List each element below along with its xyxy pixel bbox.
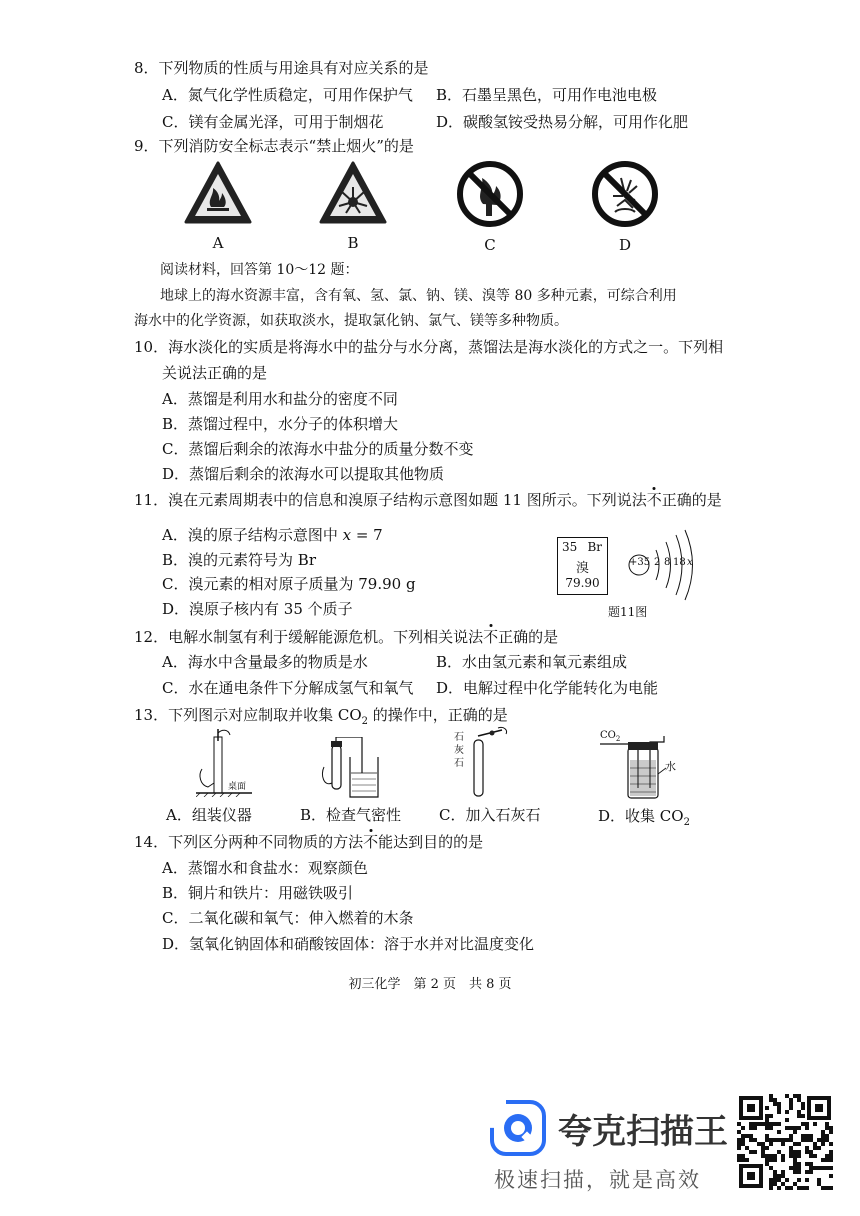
no-open-flame-icon	[456, 160, 524, 232]
q14-option-b: B．铜片和铁片：用磁铁吸引	[162, 884, 354, 902]
q10-option-b: B．蒸馏过程中，水分子的体积增大	[162, 415, 399, 433]
emphasis-mark: 不	[646, 491, 662, 509]
q13-option-b: B．检查气密性	[300, 806, 402, 824]
q12-option-a: A．海水中含量最多的物质是水	[162, 653, 368, 671]
brand-name: 夸克扫描王	[558, 1112, 728, 1152]
fig-d-gas-label: $CO_2$	[600, 730, 621, 743]
q13-option-c: C．加入石灰石	[439, 806, 541, 824]
q14-option-a: A．蒸馏水和食盐水：观察颜色	[162, 859, 368, 877]
question-8-stem: 8．下列物质的性质与用途具有对应关系的是	[134, 59, 429, 77]
q8-option-b: B．石墨呈黑色，可用作电池电极	[436, 86, 658, 104]
fig-c-label-2: 灰	[454, 745, 464, 756]
question-14-stem: 14．下列区分两种不同物质的方法不能达到目的的是	[134, 833, 484, 851]
q13-option-a: A．组装仪器	[166, 806, 252, 824]
sign-label-c: C	[484, 236, 496, 254]
emphasis-mark: 不	[363, 833, 379, 851]
figure-assemble-apparatus	[196, 727, 256, 797]
periodic-cell	[557, 537, 608, 595]
atomic-mass: 79.90	[565, 576, 600, 590]
q11-option-c: C．溴元素的相对原子质量为 79.90 g	[162, 575, 416, 593]
q12-option-c: C．水在通电条件下分解成氢气和氧气	[162, 679, 414, 697]
figure-add-limestone	[452, 726, 512, 798]
q8-option-a: A．氮气化学性质稳定，可用作保护气	[162, 86, 413, 104]
explosive-warning-icon	[318, 160, 388, 230]
reading-line-1: 地球上的海水资源丰富，含有氧、氢、氯、钠、镁、溴等 80 多种元素，可综合利用	[160, 288, 677, 304]
emphasis-mark: 不	[483, 628, 499, 646]
nucleus-charge: +35	[629, 557, 651, 568]
q10-option-c: C．蒸馏后剩余的浓海水中盐分的质量分数不变	[162, 440, 474, 458]
no-fireworks-icon	[591, 160, 659, 232]
brand-tagline: 极速扫描，就是高效	[494, 1168, 701, 1192]
q10-option-d: D．蒸馏后剩余的浓海水可以提取其他物质	[162, 465, 445, 483]
q8-option-d: D．碳酸氢铵受热易分解，可用作化肥	[436, 113, 689, 131]
q11-option-a: A．溴的原子结构示意图中 x = 7	[162, 526, 383, 544]
fig-a-label: 桌面	[228, 782, 247, 792]
fig-c-label-1: 石	[454, 732, 464, 743]
qr-code-icon	[737, 1094, 833, 1190]
shell-4-electrons: x	[687, 557, 693, 568]
fig-d-water-label: 水	[665, 760, 676, 773]
figure-11-caption: 题11图	[608, 605, 648, 619]
q13-option-d: D．收集 $CO_2$	[598, 807, 690, 828]
q12-option-d: D．电解过程中化学能转化为电能	[436, 679, 659, 697]
q8-option-c: C．镁有金属光泽，可用于制烟花	[162, 113, 384, 131]
q11-option-b: B．溴的元素符号为 Br	[162, 551, 316, 569]
q12-option-b: B．水由氢元素和氧元素组成	[436, 653, 628, 671]
question-13-stem: 13．下列图示对应制取并收集 $CO_2$ 的操作中，正确的是	[134, 706, 508, 727]
element-name: 溴	[575, 561, 589, 576]
question-9-stem: 9．下列消防安全标志表示“禁止烟火”的是	[134, 137, 414, 155]
figure-airtightness-check	[320, 737, 380, 799]
shell-1-electrons: 2	[654, 557, 661, 568]
question-10-stem-1: 10．海水淡化的实质是将海水中的盐分与水分离，蒸馏法是海水淡化的方式之一。下列相	[134, 338, 724, 356]
figure-collect-co2	[598, 728, 678, 800]
q11-option-d: D．溴原子核内有 35 个质子	[162, 600, 353, 618]
question-11-stem: 11．溴在元素周期表中的信息和溴原子结构示意图如题 11 图所示。下列说法不正确的是	[134, 491, 722, 509]
shell-2-electrons: 8	[664, 557, 671, 568]
question-10-stem-2: 关说法正确的是	[162, 364, 268, 382]
fig-c-label-3: 石	[454, 758, 464, 769]
element-symbol: Br	[587, 540, 602, 554]
reading-title: 阅读材料，回答第 10～12 题：	[160, 262, 359, 278]
page-footer: 初三化学 第 2 页 共 8 页	[348, 977, 512, 992]
flammable-warning-icon	[183, 160, 253, 230]
q10-option-a: A．蒸馏是利用水和盐分的密度不同	[162, 390, 398, 408]
shell-3-electrons: 18	[673, 557, 686, 568]
q14-option-d: D．氢氧化钠固体和硝酸铵固体：溶于水并对比温度变化	[162, 935, 535, 953]
sign-label-a: A	[212, 234, 224, 252]
scanner-logo-icon	[490, 1100, 546, 1156]
question-12-stem: 12．电解水制氢有利于缓解能源危机。下列相关说法不正确的是	[134, 628, 559, 646]
q14-option-c: C．二氧化碳和氧气：伸入燃着的木条	[162, 909, 414, 927]
atomic-number: 35	[562, 540, 578, 554]
sign-label-b: B	[347, 234, 359, 252]
atom-structure-diagram	[620, 528, 710, 602]
reading-line-2: 海水中的化学资源，如获取淡水，提取氯化钠、氯气、镁等多种物质。	[134, 313, 568, 329]
sign-label-d: D	[618, 236, 632, 254]
